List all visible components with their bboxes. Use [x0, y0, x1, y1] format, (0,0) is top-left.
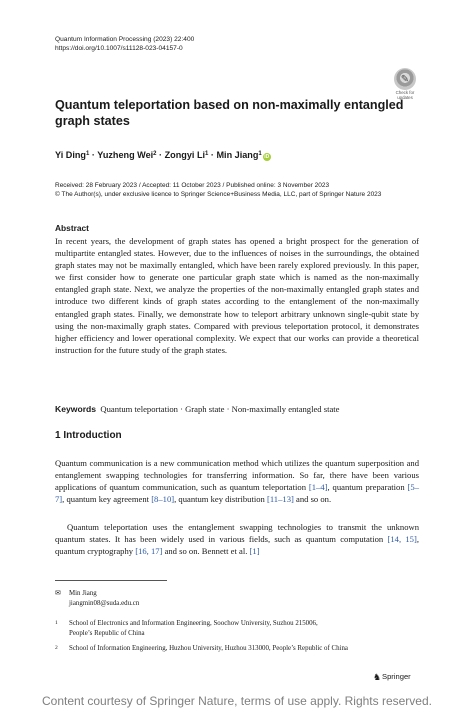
author-name[interactable]: Zongyi Li — [164, 150, 206, 160]
paragraph-text: , quantum preparation — [327, 482, 408, 493]
springer-horse-icon: ♞ — [373, 672, 382, 682]
crossmark-badge[interactable] — [391, 68, 419, 100]
publisher-logo — [373, 672, 411, 683]
author-separator: · — [156, 150, 165, 160]
paragraph-text: , quantum key agreement — [62, 494, 152, 505]
section-heading-introduction: 1 Introduction — [55, 430, 122, 441]
citation-link[interactable]: [1] — [249, 546, 260, 557]
publication-dates — [55, 181, 381, 199]
copyright-line: © The Author(s), under exclusive licence to Springer Science+Business Media, LLC, part of Springer Nature 2023 — [55, 191, 382, 198]
author-affiliation-number: 1 — [85, 151, 90, 157]
paragraph-text: , quantum key distribution — [174, 494, 267, 505]
citation-link[interactable]: [16, 17] — [135, 546, 163, 557]
footnote-divider — [55, 580, 167, 581]
affiliation-text: School of Information Engineering, Huzhou University, Huzhou 313000, People’s Republic of China — [69, 645, 348, 652]
paragraph-text: Quantum teleportation uses the entanglement swapping technologies to transmit the unknown quantum states. It has been widely used in various fields, such as quantum computation — [55, 522, 419, 545]
crossmark-label-1: Check for — [395, 90, 415, 95]
affiliation-text: School of Electronics and Information Engineering, Soochow University, Suzhou 215006, — [69, 620, 318, 627]
contact-email[interactable]: jiangmin08@suda.edu.cn — [69, 599, 140, 607]
paragraph-text: and so on. Bennett et al. — [162, 546, 250, 557]
footnote-number: 1 — [55, 620, 58, 626]
citation-link[interactable]: [1–4] — [308, 482, 328, 493]
affiliation-footnote-1 — [55, 619, 318, 638]
footnote-number: 2 — [55, 645, 58, 651]
author-name[interactable]: Yi Ding — [55, 150, 86, 160]
citation-link[interactable]: [11–13] — [266, 494, 294, 505]
keywords-label: Keywords — [55, 404, 97, 414]
envelope-icon: ✉ — [55, 590, 61, 597]
citation-link[interactable]: [8–10] — [151, 494, 175, 505]
affiliation-footnote-2 — [55, 644, 348, 654]
abstract-text: In recent years, the development of graph states has opened a bright prospect for the generation of multipartite entangled states. However, due to the influences of noises in the surroundings, the obtained graph states may not be maximally entangled, which have been rarely explored previously. In this paper, we first consider how to generate one particular graph state which is named as the non-maximally entangled graph state. Next, we analyze the properties of the non-maximally entangled graph states and introduce two different kinds of graph states according to the entanglement of the non-maximally entangled graph states. Finally, we demonstrate how to teleport arbitrary unknown single-qubit state by using the non-maximally graph states. Compared with previous teleportation protocol, it demonstrates higher efficiency and lower operational complexity. We expect that our works can provide a theoretical instruction for the future study of the graph states. — [55, 236, 419, 355]
keywords-list: Quantum teleportation · Graph state · Non-maximally entangled state — [100, 404, 340, 414]
affiliation-text: People’s Republic of China — [69, 629, 145, 637]
crossmark-icon: ✎ — [394, 68, 416, 90]
paragraph-text: , quantum cryptography — [55, 534, 419, 557]
history-line: Received: 28 February 2023 / Accepted: 11 October 2023 / Published online: 3 November 2023 — [55, 182, 330, 189]
intro-paragraph-1 — [55, 457, 419, 505]
author-affiliation-number: 1 — [258, 151, 262, 157]
corresponding-contact — [69, 589, 139, 608]
author-list — [55, 150, 271, 161]
intro-paragraph-2 — [55, 521, 419, 557]
crossmark-label-2: updates — [397, 95, 413, 100]
keywords — [55, 404, 340, 414]
publisher-name: Springer — [382, 672, 411, 681]
doi-link[interactable]: https://doi.org/10.1007/s11128-023-04157-0 — [55, 45, 183, 52]
journal-citation: Quantum Information Processing (2023) 22:400 — [55, 36, 195, 43]
author-affiliation-number: 1 — [205, 151, 209, 157]
contact-name: Min Jiang — [69, 590, 97, 597]
author-name[interactable]: Min Jiang — [216, 150, 259, 160]
journal-header — [55, 35, 194, 53]
citation-link[interactable]: [14, 15] — [387, 534, 417, 545]
citation-link[interactable]: [5–7] — [55, 482, 419, 505]
courtesy-notice: Content courtesy of Springer Nature, terms of use apply. Rights reserved. — [42, 694, 432, 708]
author-affiliation-number: 2 — [153, 151, 157, 157]
paragraph-text: Quantum communication is a new communication method which utilizes the quantum superposition and entanglement swapping technologies for transferring information. So far, there have been various applications of quantum communication, such as quantum teleportation — [55, 458, 419, 493]
author-name[interactable]: Yuzheng Wei — [97, 150, 154, 160]
orcid-icon[interactable]: iD — [264, 154, 270, 160]
abstract-heading: Abstract — [55, 223, 89, 233]
paragraph-text: and so on. — [293, 494, 332, 505]
corresponding-author — [55, 589, 69, 599]
article-title: Quantum teleportation based on non-maximally entangled graph states — [55, 98, 404, 128]
author-separator: · — [208, 150, 217, 160]
author-separator: · — [89, 150, 98, 160]
